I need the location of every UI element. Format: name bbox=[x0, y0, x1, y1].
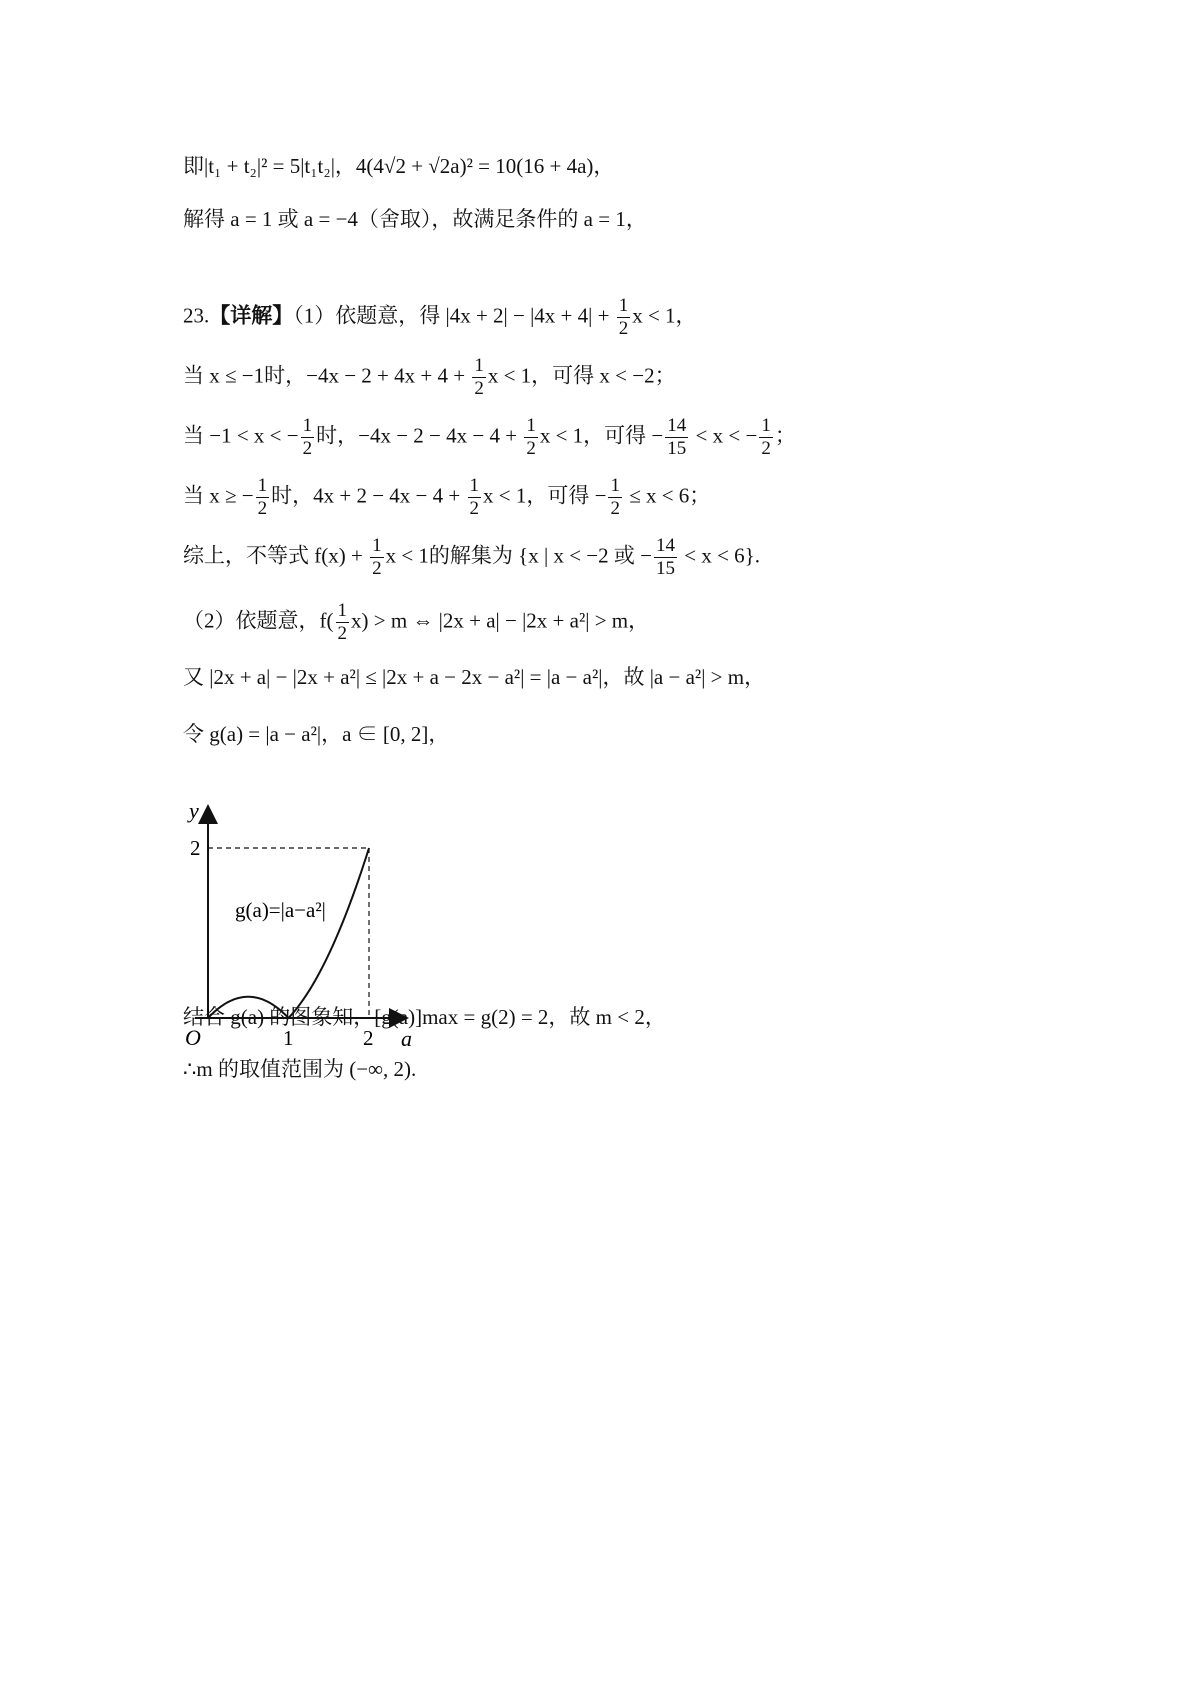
fraction-half: $\frac{1}{2}$ bbox=[526, 415, 536, 459]
fraction-half: $\frac{1}{2}$ bbox=[257, 475, 268, 519]
summary-line: 综上，不等式 f(x) + $\frac{1}{2}$ x < 1的解集为 {x | x < −2 或 − $\frac{14}{15}$ < x < 6}. bbox=[183, 535, 761, 579]
detail-tag: 【详解】 bbox=[209, 303, 294, 328]
question-number: 23. bbox=[183, 303, 210, 328]
question-23-part1-line bbox=[183, 295, 697, 340]
origin-label: O bbox=[185, 1025, 201, 1050]
inequality-chain-line: 又 |2x + a| − |2x + a²| ≤ |2x + a − 2x − a²| = |a − a²|，故 |a − a²| > m， bbox=[183, 665, 766, 689]
fraction-14-15: $\frac{14}{15}$ bbox=[667, 415, 687, 459]
inequality-text: （1）依题意，得 |4x + 2| − |4x + 4| + bbox=[293, 303, 615, 328]
fraction-half: $\frac{1}{2}$ bbox=[302, 415, 313, 459]
case-1-line: 当 x ≤ −1时，−4x − 2 + 4x + 4 + $\frac{1}{2}$ x < 1，可得 x < −2； bbox=[183, 355, 676, 399]
fraction-half: $\frac{1}{2}$ bbox=[618, 295, 629, 339]
x-tick-label-1: 1 bbox=[283, 1026, 294, 1050]
inequality-text-end: x < 1， bbox=[632, 303, 697, 328]
curve-label: g(a)=|a−a²| bbox=[235, 898, 326, 922]
question-23-part2-line: （2）依题意，f( $\frac{1}{2}$ x) > m ⇔ |2x + a| − |2x + a²| > m， bbox=[183, 600, 650, 644]
case-3-line: 当 x ≥ − $\frac{1}{2}$ 时，4x + 2 − 4x − 4 + $\frac{1}{2}$ x < 1，可得 − $\frac{1}{2}$ ≤ x < 6； bbox=[183, 475, 711, 519]
fraction-half: $\frac{1}{2}$ bbox=[372, 535, 382, 579]
fraction-14-15: $\frac{14}{15}$ bbox=[656, 535, 675, 579]
fraction-half: $\frac{1}{2}$ bbox=[469, 475, 479, 519]
case-2-line: 当 −1 < x < − $\frac{1}{2}$ 时，−4x − 2 − 4x − 4 + $\frac{1}{2}$ x < 1，可得 − $\frac{14}{15}$ < x < − $\frac{1}{2}$ ； bbox=[183, 415, 796, 459]
conclusion-line: 结合 g(a) 的图象知，[g(a)]max = g(2) = 2，故 m < 2， bbox=[183, 1005, 666, 1029]
curve-g bbox=[208, 848, 369, 1018]
x-tick-label-2: 2 bbox=[363, 1026, 374, 1050]
fraction-half: $\frac{1}{2}$ bbox=[610, 475, 620, 519]
solution-line-2: 解得 a = 1 或 a = −4（舍取），故满足条件的 a = 1， bbox=[183, 207, 647, 231]
y-tick-label-2: 2 bbox=[190, 836, 201, 860]
fraction-half: $\frac{1}{2}$ bbox=[337, 600, 347, 644]
y-axis-label: y bbox=[189, 800, 199, 823]
answer-line: ∴m 的取值范围为 (−∞, 2). bbox=[183, 1057, 417, 1081]
solution-line-1: 即|t₁ + t₂|² = 5|t₁t₂|，4(4√2 + √2a)² = 10(16 + 4a)， bbox=[183, 154, 615, 178]
fraction-half: $\frac{1}{2}$ bbox=[761, 415, 771, 459]
x-axis-label: a bbox=[401, 1026, 412, 1051]
fraction-half: $\frac{1}{2}$ bbox=[474, 355, 484, 399]
define-g-line: 令 g(a) = |a − a²|，a ∈ [0, 2]， bbox=[183, 722, 450, 746]
